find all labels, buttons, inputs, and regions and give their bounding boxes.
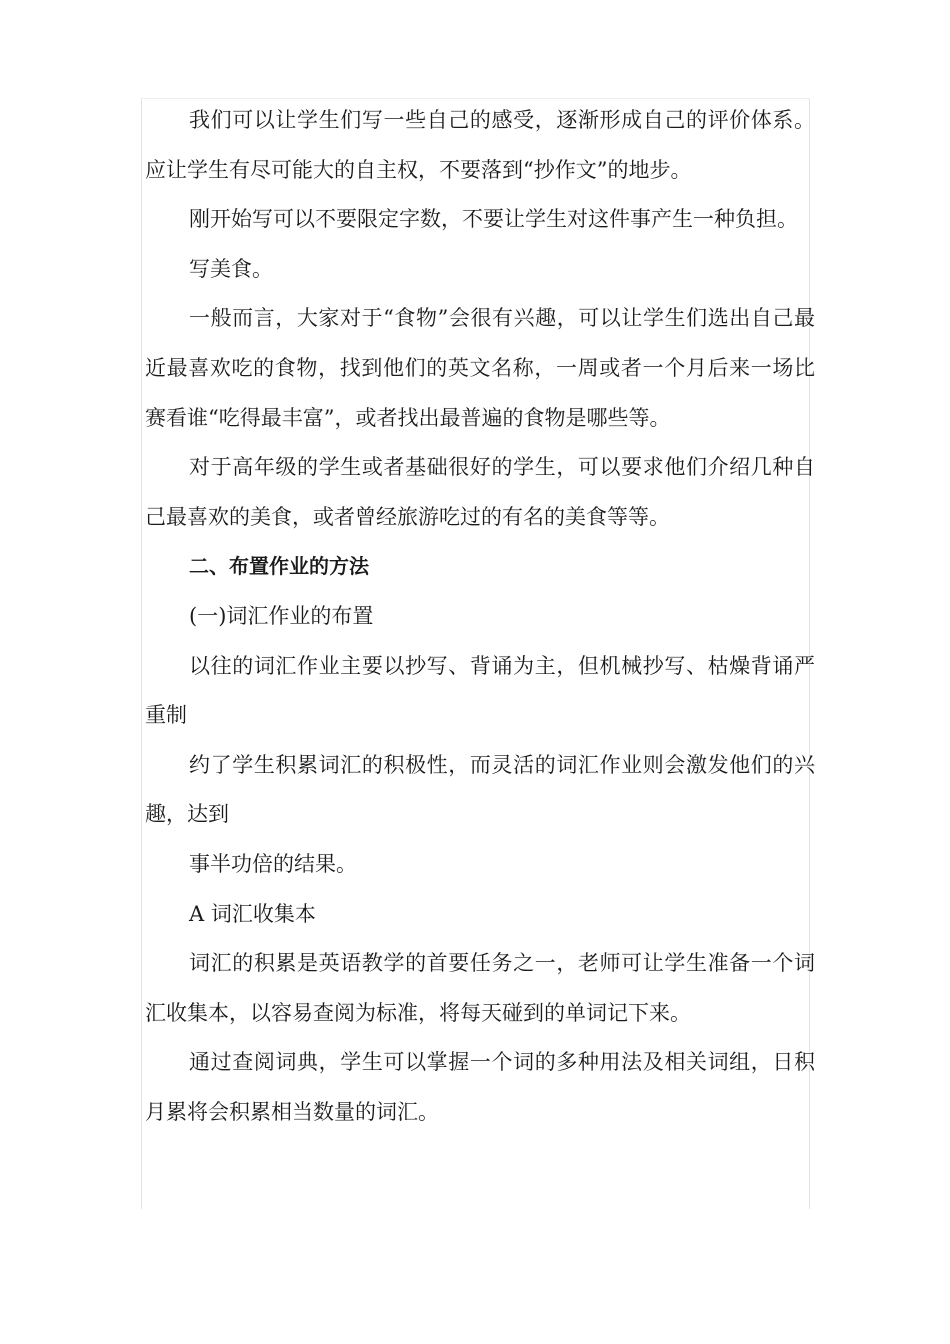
- paragraph: 以往的词汇作业主要以抄写、背诵为主，但机械抄写、枯燥背诵严重制: [145, 653, 815, 728]
- paragraph: 事半功倍的结果。: [189, 851, 357, 876]
- paragraph: 约了学生积累词汇的积极性，而灵活的词汇作业则会激发他们的兴趣，达到: [145, 752, 815, 827]
- section-heading: 二、布置作业的方法: [189, 554, 369, 579]
- item-heading: A 词汇收集本: [189, 901, 316, 926]
- paragraph: 一般而言，大家对于“食物”会很有兴趣，可以让学生们选出自己最近最喜欢吃的食物，找到他们的英文名称，一周或者一个月后来一场比赛看谁“吃得最丰富”，或者找出最普遍的食物是哪些等。: [145, 306, 815, 430]
- paragraph: 通过查阅词典，学生可以掌握一个词的多种用法及相关词组，日积月累将会积累相当数量的词汇。: [145, 1050, 815, 1124]
- paragraph: 刚开始写可以不要限定字数，不要让学生对这件事产生一种负担。: [189, 207, 798, 232]
- paragraph: 词汇的积累是英语教学的首要任务之一，老师可让学生准备一个词汇收集本，以容易查阅为标准，将每天碰到的单词记下来。: [145, 951, 815, 1025]
- paragraph: 对于高年级的学生或者基础很好的学生，可以要求他们介绍几种自己最喜欢的美食，或者曾经旅游吃过的有名的美食等等。: [145, 455, 815, 529]
- subsection-heading: (一)词汇作业的布置: [189, 603, 374, 628]
- paragraph: 写美食。: [189, 256, 273, 281]
- paragraph: 我们可以让学生们写一些自己的感受，逐渐形成自己的评价体系。应让学生有尽可能大的自主权，不要落到“抄作文”的地步。: [145, 108, 815, 182]
- document-body: [145, 96, 815, 1137]
